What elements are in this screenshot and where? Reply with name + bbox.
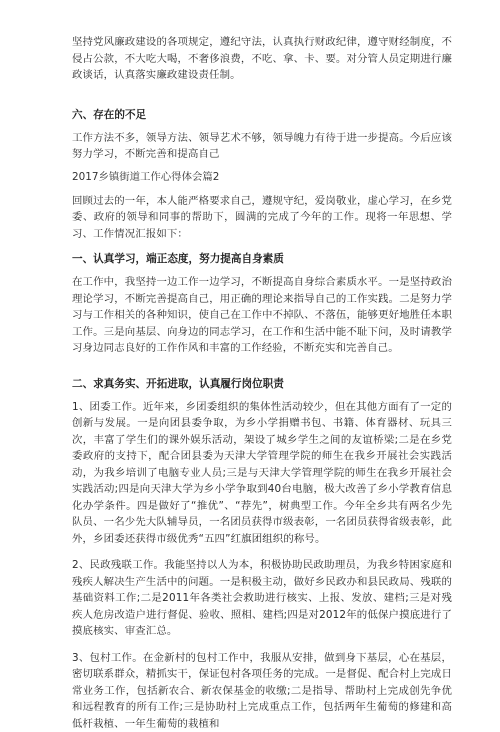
- body-paragraph: 坚持党风廉政建设的各项规定，遵纪守法，认真执行财政纪律，遵守财经制度，不侵占公款，不大吃大喝，不奢侈浪费，不吃、拿、卡、要。对分管人员定期进行廉政谈话，认真落实廉政建设责任制。: [72, 34, 452, 84]
- spacer: [72, 547, 452, 557]
- article-title: 2017乡镇街道工作心得体会篇2: [72, 169, 452, 185]
- spacer: [72, 357, 452, 367]
- body-paragraph: 在工作中，我坚持一边工作一边学习，不断提高自身综合素质水平。一是坚持政治理论学习，不断完善提高自己，用正确的理论来指导自己的工作实践。二是努力学习与工作相关的各种知识，使自己在工作中不掉队、不落伍，能够更好地胜任本职工作。三是向基层、向身边的同志学习，在工作和生活中能不耻下问，及时请教学习身边同志良好的工作作风和丰富的工作经验，不断充实和完善自己。: [72, 274, 452, 357]
- section-heading: 二、求真务实、开拓进取，认真履行岗位职责: [72, 376, 452, 392]
- section-heading: 六、存在的不足: [72, 107, 452, 123]
- spacer: [72, 640, 452, 650]
- section-heading: 一、认真学习，端正态度，努力提高自身素质: [72, 251, 452, 267]
- body-paragraph: 3、包村工作。在金新村的包村工作中，我服从安排，做到身下基层，心在基层，密切联系群众，精抓实干，保证包村各项任务的完成。一是督促、配合村上完成日常业务工作，包括新农合、新农保基金的收缴;二是指导、帮助村上完成创先争优和远程教育的所有工作;三是协助村上完成重点工作，包括两年生葡萄的修建和高低杆栽植、一年生葡萄的栽植和: [72, 650, 452, 732]
- body-paragraph: 工作方法不多，领导方法、领导艺术不够，领导魄力有待于进一步提高。今后应该努力学习，不断完善和提高自己: [72, 130, 452, 163]
- body-paragraph: 回顾过去的一年，本人能严格要求自己，遵规守纪，爱岗敬业，虚心学习，在乡党委、政府的领导和同事的帮助下，圆满的完成了今年的工作。现将一年思想、学习、工作情况汇报如下：: [72, 193, 452, 243]
- body-paragraph: 1、团委工作。近年来，乡团委组织的集体性活动较少，但在其他方面有了一定的创新与发展。一是向团县委争取，为乡小学捐赠书包、书籍、体育器材、玩具三次，丰富了学生们的课外娱乐活动，架设了城乡学生之间的友谊桥梁;二是在乡党委政府的支持下，配合团县委为天津大学管理学院的师生在我乡开展社会实践活动，为我乡培训了电脑专业人员;三是与天津大学管理学院的师生在我乡开展社会实践活动;四是向天津大学为乡小学争取到40台电脑，极大改善了乡小学教育信息化办学条件。四是做好了“推优”、“荐先”，树典型工作。今年全乡共有两名少先队员、一名少先大队辅导员，一名团员获得市级表彰，一名团员获得省级表彰，此外，乡团委还获得市级优秀“五四”红旗团组织的称号。: [72, 399, 452, 548]
- spacer: [72, 84, 452, 98]
- body-paragraph: 2、民政残联工作。我能坚持以人为本，积极协助民政助理员，为我乡特困家庭和残疾人解决生产生活中的问题。一是积极主动，做好乡民政办和县民政局、残联的基础资料工作;二是2011年各类社会救助进行核实、上报、发放、建档;三是对残疾人危房改造户进行督促、验收、照相、建档;四是对2012年的低保户摸底进行了摸底核实、审查汇总。: [72, 557, 452, 640]
